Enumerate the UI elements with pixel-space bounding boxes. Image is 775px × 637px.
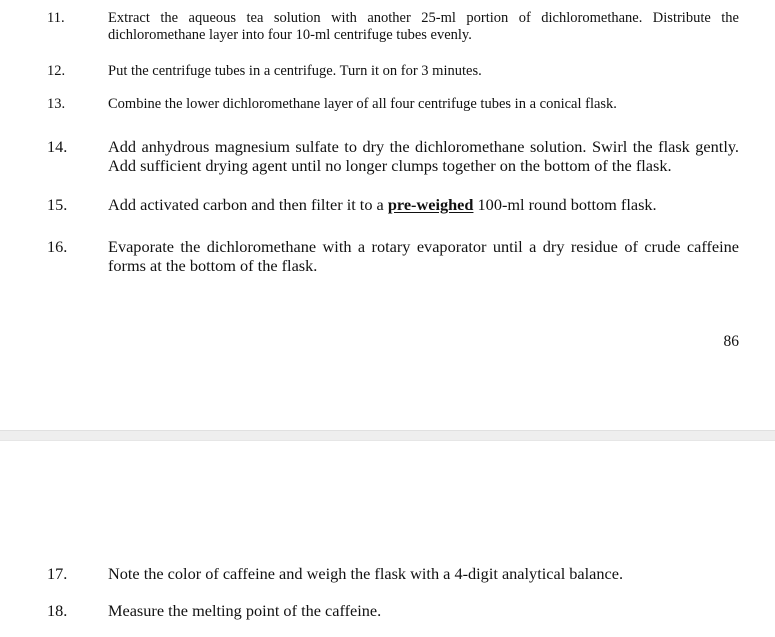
- step-number: 15.: [47, 195, 68, 214]
- step-number: 14.: [47, 137, 68, 156]
- pre-weighed-emphasis: pre-weighed: [387, 195, 474, 214]
- step-number: 16.: [47, 237, 68, 256]
- step-number: 13.: [47, 96, 66, 112]
- step-text: Evaporate the dichloromethane with a rotary evaporator until a dry residue of crude caffeine forms at the bottom of the flask.: [108, 237, 739, 275]
- step-text: Note the color of caffeine and weigh the flask with a 4-digit analytical balance.: [108, 564, 624, 583]
- page-number: 86: [723, 333, 739, 350]
- step-number: 17.: [47, 564, 68, 583]
- page-separator: [0, 430, 775, 441]
- document-page-87: [0, 441, 775, 637]
- step-text: Put the centrifuge tubes in a centrifuge. Turn it on for 3 minutes.: [108, 63, 482, 79]
- step-text: [108, 195, 739, 214]
- step-text-before: Add activated carbon and then filter it to a: [108, 195, 388, 214]
- step-text: Add anhydrous magnesium sulfate to dry the dichloromethane solution. Swirl the flask gently. Add sufficient drying agent until no longer clumps together on the bottom of the flask.: [108, 137, 739, 175]
- step-number: 18.: [47, 601, 68, 620]
- step-text-after: 100-ml round bottom flask.: [473, 195, 657, 214]
- step-text: Combine the lower dichloromethane layer of all four centrifuge tubes in a conical flask.: [108, 96, 617, 112]
- step-text: Measure the melting point of the caffeine.: [108, 601, 382, 620]
- step-number: 11.: [47, 10, 65, 26]
- step-text: Extract the aqueous tea solution with another 25-ml portion of dichloromethane. Distribute the dichloromethane layer into four 10-ml centrifuge tubes evenly.: [108, 10, 739, 43]
- step-number: 12.: [47, 63, 66, 79]
